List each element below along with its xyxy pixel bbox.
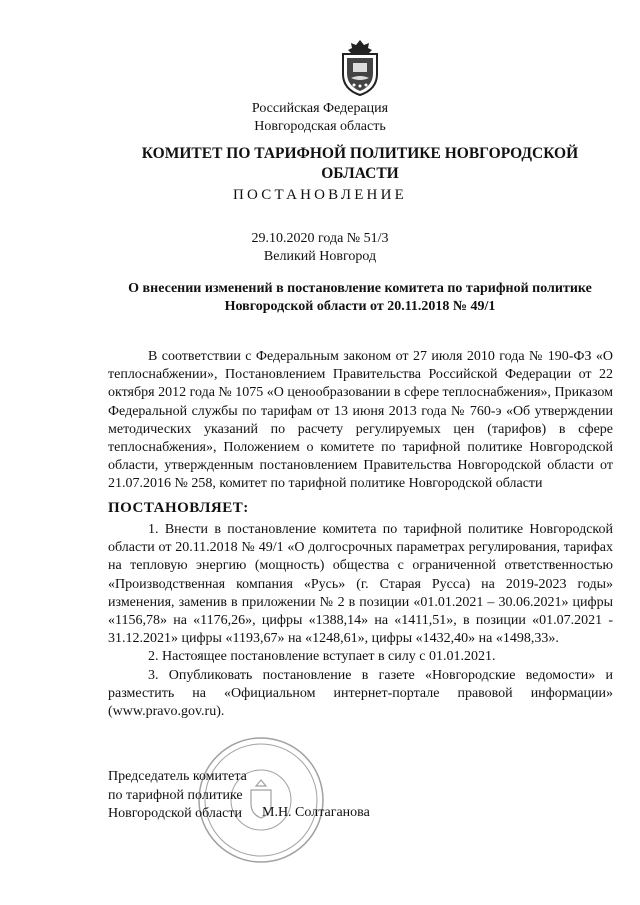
region-name: Новгородская область [254,119,386,134]
signer-name: М.Н. Солтаганова [262,805,370,820]
document-type: ПОСТАНОВЛЕНИЕ [233,187,407,203]
signer-position-line1: Председатель комитета [108,769,247,784]
resolves-heading: ПОСТАНОВЛЯЕТ: [108,500,249,516]
novgorod-coat-of-arms-icon [337,38,383,96]
issuer-block [0,100,640,136]
preamble-paragraph [108,348,613,494]
signature-block [108,768,247,824]
committee-name-line1: КОМИТЕТ ПО ТАРИФНОЙ ПОЛИТИКЕ НОВГОРОДСКОЙ [141,145,579,162]
document-subject [105,280,615,316]
resolution-item-1: 1. Внести в постановление комитета по тарифной политике Новгородской области от 20.11.2018 № 49/1 «О долгосрочных параметрах регулирования, тарифах на тепловую энергию (мощность) общества с ограниченной ответственностью «Производственная компания «Русь» (г. Старая Русса) на 2019-2023 годы» изменения, заменив в приложении № 2 в позиции «01.01.2021 – 30.06.2021» цифры «1156,78» на «1176,26», цифры «1388,14» на «1411,51», в позиции «01.07.2021 - 31.12.2021» цифры «1193,67» на «1248,61», цифры «1432,40» на «1498,33». [108,522,613,647]
resolution-items [108,521,613,721]
signer-position-line2: по тарифной политике [108,787,243,803]
document-city: Великий Новгород [263,249,377,264]
country-name: Российская Федерация [251,101,389,116]
subject-line2: Новгородской области от 20.11.2018 № 49/1 [224,299,496,314]
signer-position-line3: Новгородской области [108,806,242,821]
document-date-number: 29.10.2020 года № 51/3 [251,231,389,246]
committee-name [120,144,600,184]
resolution-item-2: 2. Настоящее постановление вступает в силу с 01.01.2021. [148,649,496,665]
resolution-item-3: 3. Опубликовать постановление в газете «Новгородские ведомости» и разместить на «Официальном интернет-портале правовой информации» (www.pravo.gov.ru). [108,667,613,720]
preamble-text: В соответствии с Федеральным законом от 27 июля 2010 года № 190-ФЗ «О теплоснабжении», Постановлением Правительства Российской Федерации от 22 октября 2012 года № 1075 «О ценообразовании в сфере теплоснабжения», Приказом Федеральной службы по тарифам от 13 июня 2013 года № 760-э «Об утверждении методических указаний по расчету регулируемых цен (тарифов) в сфере теплоснабжения», Положением о комитете по тарифной политике Новгородской области, утвержденным постановлением Правительства Новгородской области от 21.07.2016 № 258, комитет по тарифной политике Новгородской области [108,349,613,492]
committee-name-line2: ОБЛАСТИ [321,165,399,182]
date-and-place [0,230,640,266]
subject-line1: О внесении изменений в постановление комитета по тарифной политике [128,281,592,296]
